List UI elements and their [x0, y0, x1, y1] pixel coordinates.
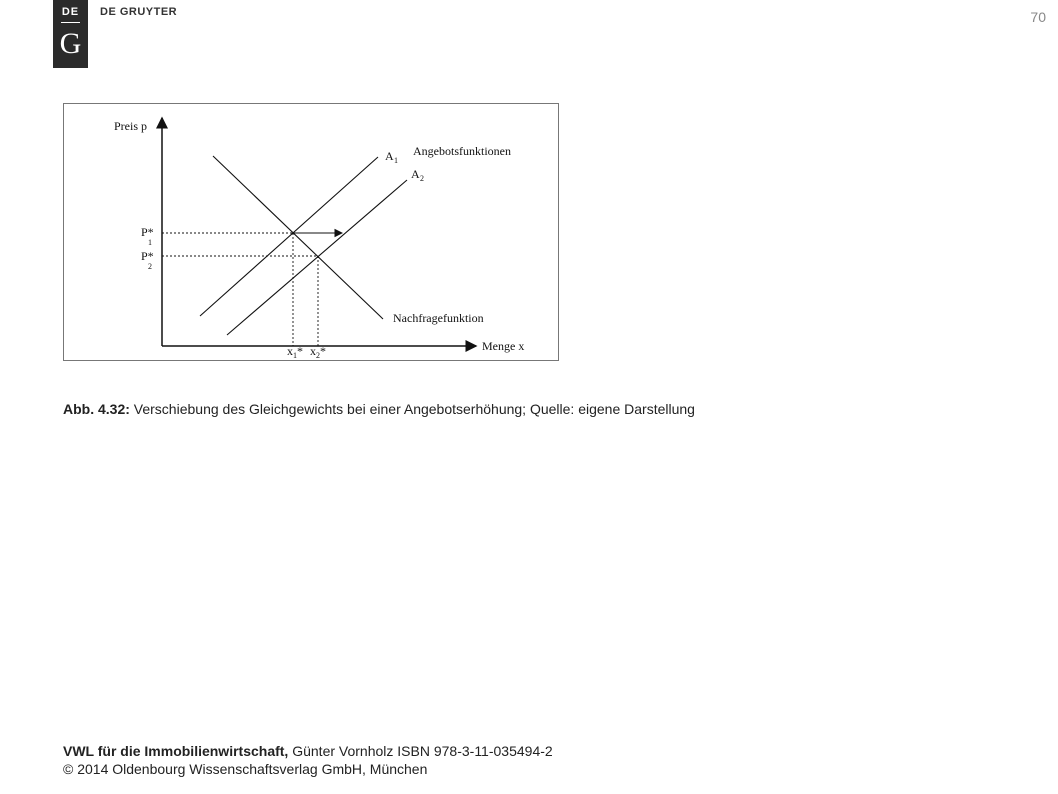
- demand-function-label: Nachfragefunktion: [393, 311, 484, 325]
- figure-caption: [63, 401, 695, 417]
- supply-functions-label: Angebotsfunktionen: [413, 144, 511, 158]
- qty2-label: x: [310, 344, 316, 358]
- logo-bottom-text: G: [59, 27, 82, 60]
- logo-divider: [61, 22, 80, 23]
- caption-label: Abb. 4.32:: [63, 401, 130, 417]
- qty2-subscript: 2: [316, 351, 320, 360]
- qty2-star: *: [320, 344, 326, 358]
- supply-demand-figure: [63, 103, 559, 361]
- logo-top-text: DE: [61, 6, 80, 18]
- demand-curve: [213, 156, 383, 319]
- price1-subscript: 1: [148, 238, 152, 247]
- supply-curve-a1: [200, 157, 378, 316]
- caption-text: Verschiebung des Gleichgewichts bei einer Angebotserhöhung; Quelle: eigene Darstellung: [129, 401, 695, 417]
- copyright-line: © 2014 Oldenbourg Wissenschaftsverlag GmbH, München: [63, 761, 428, 777]
- qty1-label: x: [287, 344, 293, 358]
- book-details: Günter Vornholz ISBN 978-3-11-035494-2: [288, 743, 553, 759]
- supply-demand-diagram: [64, 104, 558, 360]
- price1-label: P*: [141, 225, 154, 239]
- curve-a1-subscript: 1: [394, 156, 398, 165]
- curve-a1-label: A: [385, 149, 394, 163]
- citation-line: [63, 742, 553, 760]
- qty1-star: *: [297, 344, 303, 358]
- y-axis-label: Preis p: [114, 119, 147, 133]
- qty1-subscript: 1: [293, 351, 297, 360]
- book-title: VWL für die Immobilienwirtschaft,: [63, 743, 289, 759]
- citation-footer: [63, 742, 553, 778]
- publisher-name: DE GRUYTER: [100, 6, 178, 18]
- curve-a2-subscript: 2: [420, 174, 424, 183]
- page-number: 70: [1030, 9, 1046, 25]
- supply-curve-a2: [227, 180, 407, 335]
- de-gruyter-logo: [53, 0, 88, 68]
- curve-a2-label: A: [411, 167, 420, 181]
- x-axis-label: Menge x: [482, 339, 525, 353]
- price2-subscript: 2: [148, 262, 152, 271]
- price2-label: P*: [141, 249, 154, 263]
